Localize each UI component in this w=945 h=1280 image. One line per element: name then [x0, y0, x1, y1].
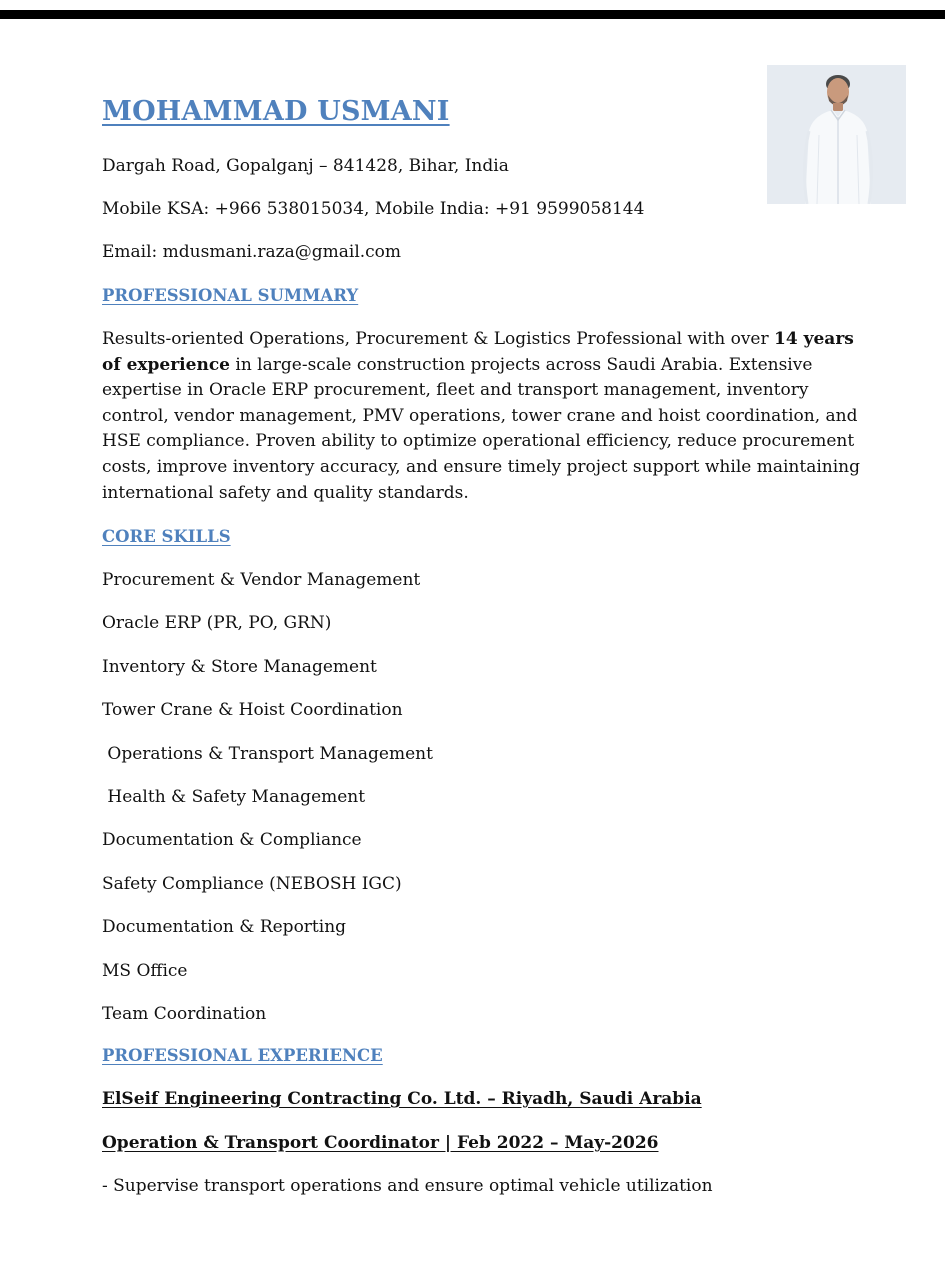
section-title-experience: PROFESSIONAL EXPERIENCE: [102, 1046, 383, 1065]
section-title-summary: PROFESSIONAL SUMMARY: [102, 286, 359, 305]
mobile-line: Mobile KSA: +966 538015034, Mobile India: +91 9599058144: [102, 199, 645, 219]
candidate-name: MOHAMMAD USMANI: [102, 96, 450, 127]
skill-item: Operations & Transport Management: [102, 743, 433, 764]
role-heading: Operation & Transport Coordinator | Feb 2022 – May-2026: [102, 1133, 659, 1153]
summary-highlight: 14 years of experience: [102, 329, 854, 375]
profile-photo: [767, 65, 906, 204]
skill-item: Documentation & Compliance: [102, 830, 362, 851]
address-line: Dargah Road, Gopalganj – 841428, Bihar, India: [102, 156, 509, 176]
skill-item: Safety Compliance (NEBOSH IGC): [102, 873, 402, 894]
summary-paragraph: [102, 327, 862, 506]
skill-item: Tower Crane & Hoist Coordination: [102, 700, 403, 721]
company-heading: ElSeif Engineering Contracting Co. Ltd. – Riyadh, Saudi Arabia: [102, 1089, 702, 1109]
section-title-skills: CORE SKILLS: [102, 527, 231, 546]
skill-item: MS Office: [102, 960, 188, 981]
experience-bullet: - Supervise transport operations and ensure optimal vehicle utilization: [102, 1176, 713, 1196]
skill-item: Procurement & Vendor Management: [102, 570, 421, 590]
skill-item: Inventory & Store Management: [102, 656, 377, 677]
skill-item: Documentation & Reporting: [102, 917, 347, 938]
summary-text-start: Results-oriented Operations, Procurement & Logistics Professional with over: [102, 329, 775, 349]
skill-item: Oracle ERP (PR, PO, GRN): [102, 613, 332, 634]
person-portrait-icon: [767, 65, 906, 204]
skill-item: Health & Safety Management: [102, 786, 366, 807]
summary-text-end: in large-scale construction projects across Saudi Arabia. Extensive expertise in Oracle ERP procurement, fleet and transport management, inventory control, vendor management, PMV operations, tower crane and hoist coordination, and HSE compliance. Proven ability to optimize operational efficiency, reduce procurement costs, improve inventory accuracy, and ensure timely project support while maintaining international safety and quality standards.: [102, 354, 860, 503]
skill-item: Team Coordination: [102, 1003, 267, 1024]
email-line: Email: mdusmani.raza@gmail.com: [102, 242, 402, 262]
top-border-bar: [0, 10, 945, 19]
skills-list: [102, 570, 433, 1047]
